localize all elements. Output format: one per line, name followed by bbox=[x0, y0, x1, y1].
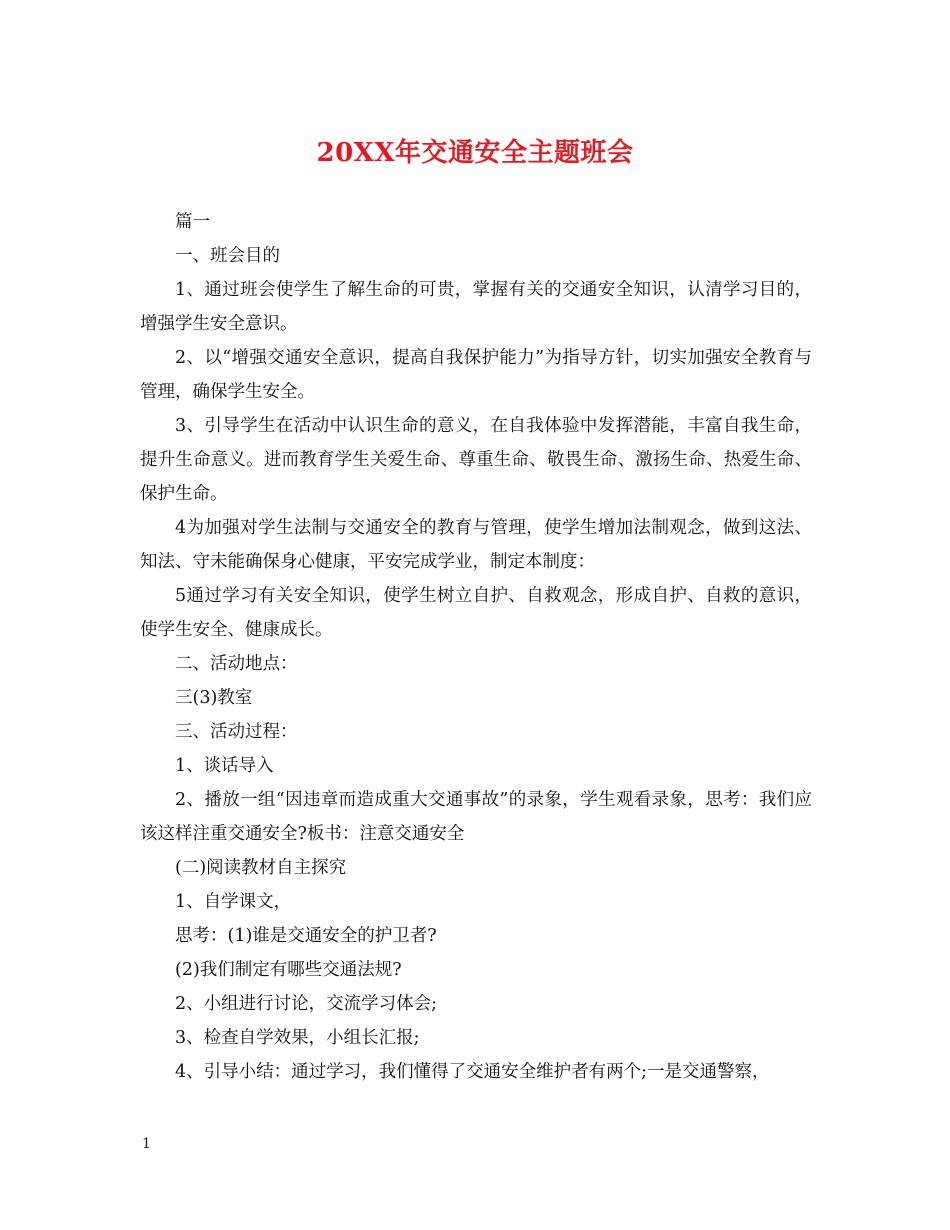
paragraph: 5通过学习有关安全知识，使学生树立自护、自救观念，形成自护、自救的意识，使学生安全、健康成长。 bbox=[140, 586, 812, 640]
section-heading: 二、活动地点： bbox=[175, 654, 298, 674]
document-body bbox=[140, 205, 812, 1089]
section-heading: (二)阅读教材自主探究 bbox=[175, 858, 347, 878]
paragraph: 2、播放一组“因违章而造成重大交通事故”的录象，学生观看录象，思考：我们应该这样注重交通安全?板书：注意交通安全 bbox=[140, 790, 812, 844]
paragraph: 4、引导小结：通过学习，我们懂得了交通安全维护者有两个;一是交通警察， bbox=[175, 1062, 770, 1082]
paragraph: 1、自学课文， bbox=[175, 892, 292, 912]
paragraph: 2、小组进行讨论，交流学习体会; bbox=[175, 994, 438, 1014]
section-heading: 三、活动过程： bbox=[175, 722, 298, 742]
paragraph: 3、检查自学效果，小组长汇报; bbox=[175, 1028, 420, 1048]
page-number: 1 bbox=[142, 1136, 151, 1152]
paragraph: 4为加强对学生法制与交通安全的教育与管理，使学生增加法制观念，做到这法、知法、守未能确保身心健康，平安完成学业，制定本制度： bbox=[140, 518, 812, 572]
paragraph: 1、通过班会使学生了解生命的可贵，掌握有关的交通安全知识，认清学习目的，增强学生安全意识。 bbox=[140, 280, 812, 334]
paragraph: 3、引导学生在活动中认识生命的意义，在自我体验中发挥潜能，丰富自我生命，提升生命意义。进而教育学生关爱生命、尊重生命、敬畏生命、激扬生命、热爱生命、保护生命。 bbox=[140, 416, 812, 504]
paragraph: (2)我们制定有哪些交通法规? bbox=[175, 960, 402, 980]
paragraph: 三(3)教室 bbox=[175, 688, 253, 708]
paragraph: 篇一 bbox=[175, 212, 210, 232]
document-title: 20XX年交通安全主题班会 bbox=[316, 138, 634, 168]
paragraph: 思考：(1)谁是交通安全的护卫者? bbox=[175, 926, 437, 946]
paragraph: 1、谈话导入 bbox=[175, 756, 274, 776]
section-heading: 一、班会目的 bbox=[175, 246, 280, 266]
paragraph: 2、以“增强交通安全意识，提高自我保护能力”为指导方针，切实加强安全教育与管理，确保学生安全。 bbox=[140, 348, 812, 402]
